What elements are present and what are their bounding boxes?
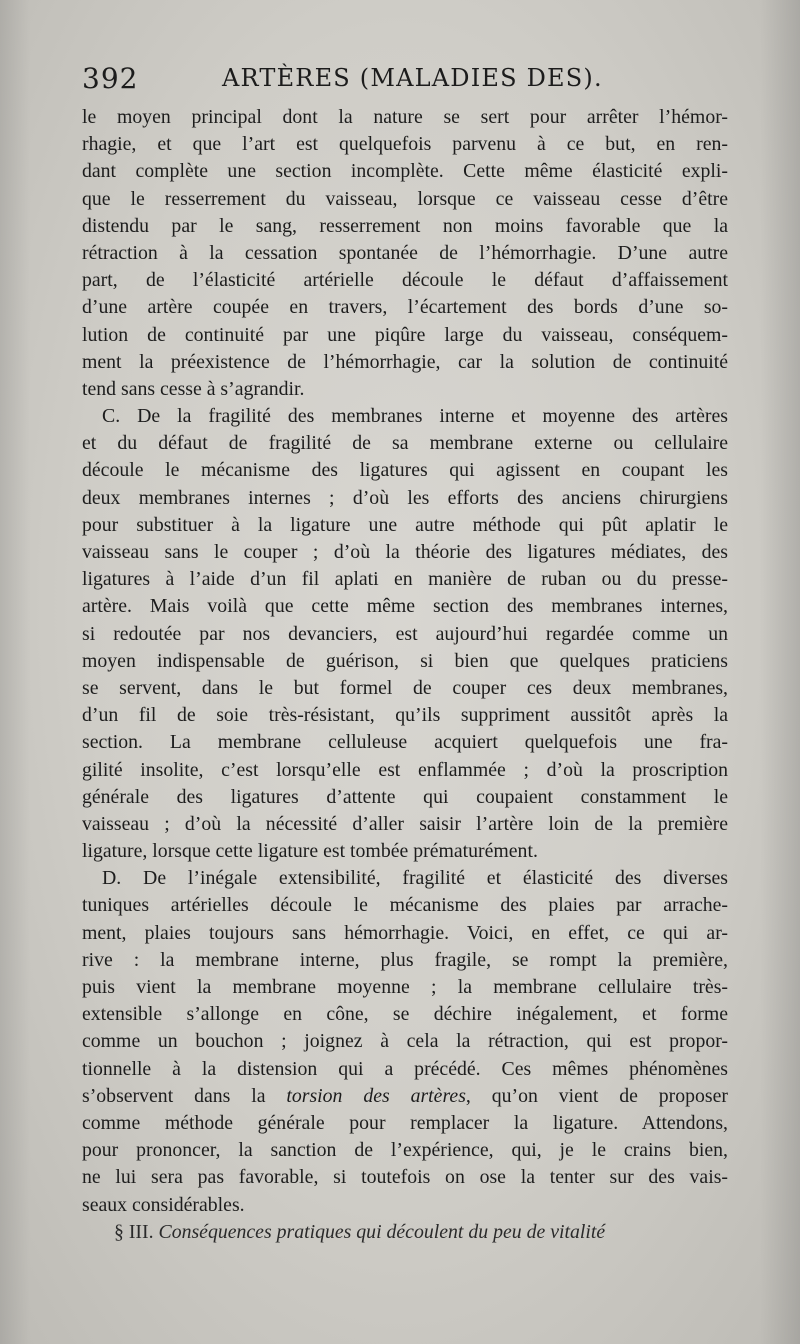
text-line: vaisseau ; d’où la nécessité d’aller saisir l’artère loin de la première — [82, 812, 728, 835]
text-line: tionnelle à la distension qui a précédé. Ces mêmes phénomènes — [82, 1057, 728, 1080]
text-line: ne lui sera pas favorable, si toutefois on ose la tenter sur des vais- — [82, 1166, 728, 1189]
text-line: pour substituer à la ligature une autre méthode qui pût aplatir le — [82, 513, 728, 536]
text-line: le moyen principal dont la nature se sert pour arrêter l’hémor- — [82, 106, 728, 128]
text-line: ligatures à l’aide d’un fil aplati en manière de ruban ou du presse- — [82, 568, 728, 591]
text-line-with-italic — [82, 1083, 728, 1110]
text-line: pour prononcer, la sanction de l’expérience, qui, je le crains bien, — [82, 1139, 728, 1162]
text-segment: s’observent dans la — [82, 1084, 266, 1107]
text-line: comme un bouchon ; joignez à cela la rétraction, qui est propor- — [82, 1030, 728, 1053]
section-heading-line — [82, 1219, 728, 1246]
text-line: d’une artère coupée en travers, l’écartement des bords d’une so- — [82, 296, 728, 319]
text-line: vaisseau sans le couper ; d’où la théorie des ligatures médiates, des — [82, 541, 728, 563]
text-line: se servent, dans le but formel de couper ces deux membranes, — [82, 676, 728, 699]
section-title: Conséquences pratiques qui découlent du peu de vitalité — [158, 1220, 606, 1243]
text-line: artère. Mais voilà que cette même section des membranes internes, — [82, 595, 728, 618]
italic-term: torsion des artères — [286, 1084, 466, 1107]
text-line: ligature, lorsque cette ligature est tombée prématurément. — [82, 840, 538, 863]
text-line: rétraction à la cessation spontanée de l’hémorrhagie. D’une autre — [82, 241, 728, 264]
running-head: ARTÈRES (MALADIES DES). — [222, 64, 603, 92]
text-line: ment, plaies toujours sans hémorrhagie. Voici, en effet, ce qui ar- — [82, 921, 728, 944]
text-line: rive : la membrane interne, plus fragile, se rompt la première, — [82, 948, 728, 971]
text-line: ment la préexistence de l’hémorrhagie, car la solution de continuité — [82, 350, 728, 373]
text-line: que le resserrement du vaisseau, lorsque ce vaisseau cesse d’être — [82, 187, 728, 210]
body-text — [82, 104, 728, 1246]
text-line: extensible s’allonge en cône, se déchire inégalement, et forme — [82, 1003, 728, 1026]
text-line: dant complète une section incomplète. Cette même élasticité expli- — [82, 160, 728, 183]
text-line: section. La membrane celluleuse acquiert quelquefois une fra- — [82, 731, 728, 754]
paragraph-d-first-line: D. De l’inégale extensibilité, fragilité et élasticité des diverses — [102, 867, 728, 890]
text-line: puis vient la membrane moyenne ; la membrane cellulaire très- — [82, 976, 728, 998]
text-line: rhagie, et que l’art est quelquefois parvenu à ce but, en ren- — [82, 133, 728, 156]
text-line: découle le mécanisme des ligatures qui agissent en coupant les — [82, 459, 728, 482]
text-line: tuniques artérielles découle le mécanisme des plaies par arrache- — [82, 894, 728, 917]
text-line: lution de continuité par une piqûre large du vaisseau, conséquem- — [82, 323, 728, 346]
text-line: comme méthode générale pour remplacer la ligature. Attendons, — [82, 1111, 728, 1134]
text-line: générale des ligatures d’attente qui coupaient constamment le — [82, 785, 728, 808]
text-line: et du défaut de fragilité de sa membrane externe ou cellulaire — [82, 432, 728, 455]
text-line: deux membranes internes ; d’où les efforts des anciens chirurgiens — [82, 486, 728, 509]
text-line: gilité insolite, c’est lorsqu’elle est enflammée ; d’où la proscription — [82, 758, 728, 781]
page-edge-shadow-right — [760, 0, 800, 1344]
text-line: d’un fil de soie très-résistant, qu’ils suppriment aussitôt après la — [82, 704, 728, 727]
text-line: part, de l’élasticité artérielle découle le défaut d’affaissement — [82, 269, 728, 292]
page-header — [82, 62, 732, 102]
text-line: distendu par le sang, resserrement non moins favorable que la — [82, 214, 728, 237]
page-edge-shadow-left — [0, 0, 30, 1344]
text-segment: , qu’on vient de proposer — [465, 1084, 728, 1107]
section-number: § III. — [114, 1220, 154, 1243]
page-number: 392 — [82, 62, 139, 95]
text-line: seaux considérables. — [82, 1193, 245, 1216]
text-line: tend sans cesse à s’agrandir. — [82, 377, 305, 400]
paragraph-c-first-line: C. De la fragilité des membranes interne et moyenne des artères — [102, 405, 728, 428]
text-line: si redoutée par nos devanciers, est aujourd’hui regardée comme un — [82, 622, 728, 645]
text-line: moyen indispensable de guérison, si bien que quelques praticiens — [82, 649, 728, 672]
